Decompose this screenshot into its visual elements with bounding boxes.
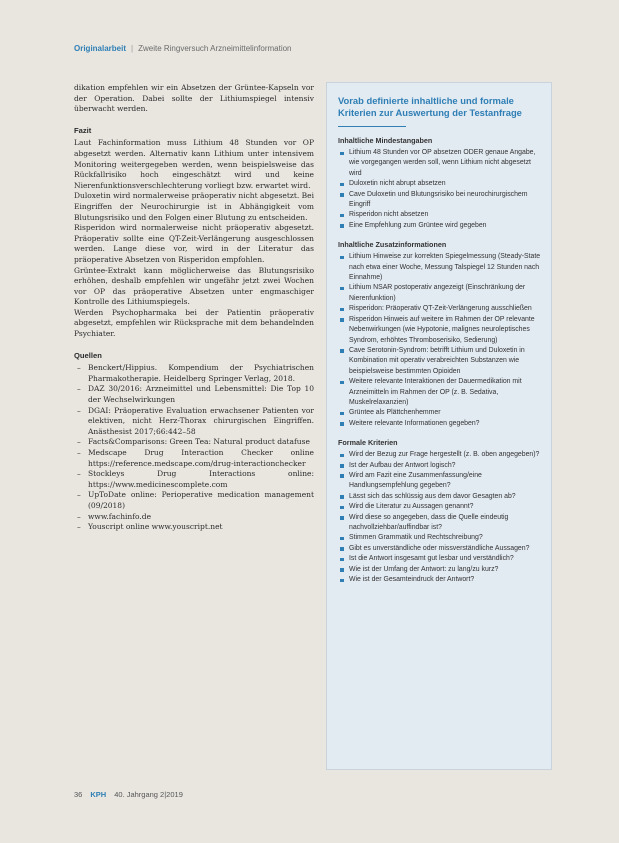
criteria-item: Cave Duloxetin und Blutungsrisiko bei neurochirurgischem Eingriff bbox=[338, 190, 541, 211]
criteria-item: Lithium NSAR postoperativ angezeigt (Einschränkung der Nierenfunktion) bbox=[338, 283, 541, 304]
intro-paragraph: dikation empfehlen wir ein Absetzen der Grüntee-Kapseln vor der Operation. Dabei sollte der Lithiumspiegel intensiv überwacht werden. bbox=[74, 83, 314, 114]
left-column bbox=[74, 83, 314, 533]
criteria-item: Risperidon Hinweis auf weitere im Rahmen der OP relevante Nebenwirkungen (wie Hypotonie, malignes neuroleptisches Syndrom, erhöhtes Thromboserisiko, Sedierung) bbox=[338, 315, 541, 346]
reference-item: – www.fachinfo.de bbox=[74, 512, 314, 523]
reference-item: – Medscape Drug Interaction Checker online https://reference.medscape.com/drug-interactionchecker bbox=[74, 448, 314, 469]
criteria-item: Lithium Hinweise zur korrekten Spiegelmessung (Steady-State nach etwa einer Woche, Messung Talspiegel 12 Stunden nach Einnahme) bbox=[338, 252, 541, 283]
criteria-item: Weitere relevante Informationen gegeben? bbox=[338, 419, 541, 429]
criteria-item: Risperidon: Präoperativ QT-Zeit-Verlängerung ausschließen bbox=[338, 304, 541, 314]
criteria-item: Gibt es unverständliche oder missverständliche Aussagen? bbox=[338, 544, 541, 554]
fazit-heading: Fazit bbox=[74, 125, 92, 135]
criteria-item: Wird am Fazit eine Zusammenfassung/eine Handlungsempfehlung gegeben? bbox=[338, 471, 541, 492]
reference-item: – UpToDate online: Perioperative medication management (09/2018) bbox=[74, 490, 314, 511]
criteria-item: Duloxetin nicht abrupt absetzen bbox=[338, 179, 541, 189]
criteria-item: Ist die Antwort insgesamt gut lesbar und verständlich? bbox=[338, 554, 541, 564]
page-number: 36 bbox=[74, 790, 83, 799]
reference-list bbox=[74, 363, 314, 533]
formale-kriterien-list bbox=[338, 450, 541, 585]
title-rule bbox=[338, 126, 406, 127]
page-footer bbox=[74, 790, 183, 799]
journal-name: KPH bbox=[90, 790, 107, 799]
fazit-paragraph-5: Werden Psychopharmaka bei der Patientin präoperativ abgesetzt, empfehlen wir Rücksprache mit dem behandelnden Psychiater. bbox=[74, 307, 314, 339]
reference-item: – DAZ 30/2016: Arzneimittel und Lebensmittel: Die Top 10 der Wechselwirkungen bbox=[74, 384, 314, 405]
fazit-paragraph-1: Laut Fachinformation muss Lithium 48 Stunden vor OP abgesetzt werden. Alternativ kann Lithium unter intensivem Monitoring weitergegeben werden, wenn beispielsweise das Rückfallrisiko hoch eingeschätzt wird und keine Nierenfunktionsverschlechterung vorliegt bzw. erwartet wird. bbox=[74, 138, 314, 190]
running-header bbox=[74, 44, 292, 53]
criteria-item: Stimmen Grammatik und Rechtschreibung? bbox=[338, 533, 541, 543]
zusatzinformationen-list bbox=[338, 252, 541, 429]
section-label: Originalarbeit bbox=[74, 44, 127, 53]
criteria-item: Wie ist der Umfang der Antwort: zu lang/zu kurz? bbox=[338, 565, 541, 575]
criteria-box bbox=[326, 82, 552, 770]
criteria-item: Weitere relevante Interaktionen der Dauermedikation mit Arzneimitteln im Rahmen der OP (z. B. Sedativa, Muskelrelaxanzien) bbox=[338, 377, 541, 408]
criteria-item: Cave Serotonin-Syndrom: betrifft Lithium und Duloxetin in Kombination mit operativ verabreichten Substanzen wie beispielsweise bestimmten Opioiden bbox=[338, 346, 541, 377]
journal-issue: 40. Jahrgang 2|2019 bbox=[114, 790, 183, 799]
header-title: Zweite Ringversuch Arzneimittelinformation bbox=[138, 44, 292, 53]
header-separator: | bbox=[131, 44, 134, 53]
criteria-item: Lithium 48 Stunden vor OP absetzen ODER genaue Angabe, wie vorgegangen werden soll, wenn Lithium nicht abgesetzt wird bbox=[338, 148, 541, 179]
formale-kriterien-heading: Formale Kriterien bbox=[338, 438, 398, 448]
zusatzinformationen-heading: Inhaltliche Zusatzinformationen bbox=[338, 240, 447, 250]
criteria-item: Risperidon nicht absetzen bbox=[338, 210, 541, 220]
criteria-item: Ist der Aufbau der Antwort logisch? bbox=[338, 461, 541, 471]
criteria-item: Wie ist der Gesamteindruck der Antwort? bbox=[338, 575, 541, 585]
mindestangaben-heading: Inhaltliche Mindestangaben bbox=[338, 136, 433, 145]
quellen-heading: Quellen bbox=[74, 350, 102, 360]
reference-item: – Facts&Comparisons: Green Tea: Natural product datafuse bbox=[74, 437, 314, 448]
fazit-paragraph-2: Duloxetin wird normalerweise präoperativ nicht abgesetzt. Bei Eingriffen der Neurochirurgie ist in Abhängigkeit vom Blutungsrisiko und den Folgen einer Blutung zu entscheiden. bbox=[74, 191, 314, 222]
reference-item: – DGAI: Präoperative Evaluation erwachsener Patienten vor elektiven, nicht Herz-Thorax chirurgischen Eingriffen. Anästhesist 2017;66:442–58 bbox=[74, 406, 314, 438]
criteria-box-title: Vorab definierte inhaltliche und formale Kriterien zur Auswertung der Testanfrage bbox=[338, 95, 522, 118]
fazit-paragraph-3: Risperidon wird normalerweise nicht präoperativ abgesetzt. Präoperativ sollte eine QT-Zeit-Verlängerung ausgeschlossen werden. Lange diese vor, wird in der Literatur das präoperative Absetzen von Risperidon empfohlen. bbox=[74, 223, 314, 264]
fazit-paragraph-4: Grüntee-Extrakt kann möglicherweise das Blutungsrisiko erhöhen, deshalb empfehlen wir ungefähr jetzt zwei Wochen vor OP das präoperative Absetzen unter engmaschiger Kontrolle des Lithiumspiegels. bbox=[74, 265, 314, 307]
criteria-item: Wird der Bezug zur Frage hergestellt (z. B. oben angegeben)? bbox=[338, 450, 541, 460]
criteria-item: Lässt sich das schlüssig aus dem davor Gesagten ab? bbox=[338, 492, 541, 502]
criteria-item: Wird diese so angegeben, dass die Quelle eindeutig nachvollziehbar/auffindbar ist? bbox=[338, 513, 541, 534]
reference-item: – Stockleys Drug Interactions online: https://www.medicinescomplete.com bbox=[74, 469, 314, 490]
reference-item: – Youscript online www.youscript.net bbox=[74, 522, 314, 533]
mindestangaben-list bbox=[338, 148, 541, 231]
criteria-item: Grüntee als Plättchenhemmer bbox=[338, 408, 541, 418]
criteria-item: Wird die Literatur zu Aussagen genannt? bbox=[338, 502, 541, 512]
reference-item: – Benckert/Hippius. Kompendium der Psychiatrischen Pharmakotherapie. Heidelberg Springer Verlag, 2018. bbox=[74, 363, 314, 384]
criteria-item: Eine Empfehlung zum Grüntee wird gegeben bbox=[338, 221, 541, 231]
